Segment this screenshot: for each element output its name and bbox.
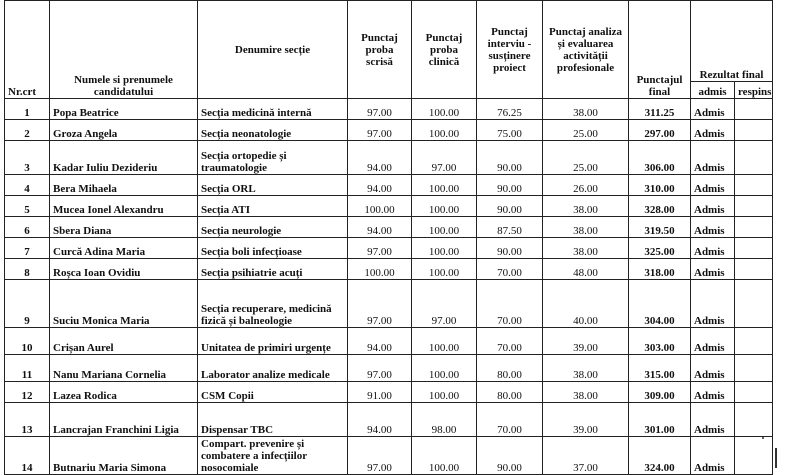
- score-clinical: 100.00: [412, 196, 477, 217]
- header-rezultat: Rezultat final: [691, 1, 773, 82]
- score-interview: 80.00: [477, 355, 543, 382]
- candidate-name: Crișan Aurel: [50, 328, 198, 355]
- score-interview: 90.00: [477, 238, 543, 259]
- score-clinical: 100.00: [412, 382, 477, 403]
- score-clinical: 100.00: [412, 328, 477, 355]
- score-interview: 70.00: [477, 328, 543, 355]
- department: Laborator analize medicale: [198, 355, 348, 382]
- score-final: 306.00: [629, 141, 691, 175]
- score-interview: 76.25: [477, 99, 543, 120]
- score-interview: 80.00: [477, 382, 543, 403]
- department: Secția boli infecțioase: [198, 238, 348, 259]
- result-admis: Admis: [691, 259, 735, 280]
- score-final: 310.00: [629, 175, 691, 196]
- result-admis: Admis: [691, 141, 735, 175]
- score-activity: 48.00: [543, 259, 629, 280]
- score-written: 100.00: [348, 196, 412, 217]
- score-final: 303.00: [629, 328, 691, 355]
- table-row: [5, 437, 773, 475]
- row-number: 3: [5, 141, 50, 175]
- score-activity: 39.00: [543, 328, 629, 355]
- score-final: 311.25: [629, 99, 691, 120]
- result-respins: [735, 403, 773, 437]
- score-clinical: 97.00: [412, 280, 477, 328]
- score-final: 315.00: [629, 355, 691, 382]
- row-number: 6: [5, 217, 50, 238]
- score-activity: 38.00: [543, 382, 629, 403]
- header-interviu: Punctaj interviu - susținere proiect: [477, 1, 543, 99]
- row-number: 7: [5, 238, 50, 259]
- score-activity: 38.00: [543, 238, 629, 259]
- result-admis: Admis: [691, 280, 735, 328]
- result-respins: [735, 120, 773, 141]
- result-respins: [735, 328, 773, 355]
- header-clinica: Punctaj proba clinică: [412, 1, 477, 99]
- row-number: 1: [5, 99, 50, 120]
- score-clinical: 100.00: [412, 217, 477, 238]
- department: Unitatea de primiri urgențe: [198, 328, 348, 355]
- result-respins: [735, 355, 773, 382]
- score-final: 297.00: [629, 120, 691, 141]
- result-respins: [735, 175, 773, 196]
- scan-dot: [762, 437, 764, 439]
- department: Secția medicină internă: [198, 99, 348, 120]
- department: Secția neonatologie: [198, 120, 348, 141]
- table-row: [5, 238, 773, 259]
- table-row: [5, 175, 773, 196]
- row-number: 8: [5, 259, 50, 280]
- score-interview: 75.00: [477, 120, 543, 141]
- score-interview: 70.00: [477, 280, 543, 328]
- result-respins: [735, 437, 773, 475]
- candidate-name: Bera Mihaela: [50, 175, 198, 196]
- result-admis: Admis: [691, 196, 735, 217]
- header-admis: admis: [691, 82, 735, 99]
- table-row: [5, 328, 773, 355]
- table-row: [5, 355, 773, 382]
- score-interview: 87.50: [477, 217, 543, 238]
- candidate-name: Lancrajan Franchini Ligia: [50, 403, 198, 437]
- result-admis: Admis: [691, 355, 735, 382]
- score-final: 304.00: [629, 280, 691, 328]
- score-written: 94.00: [348, 217, 412, 238]
- score-interview: 70.00: [477, 403, 543, 437]
- header-final: Punctajul final: [629, 1, 691, 99]
- header-analiza: Punctaj analiza și evaluarea activității profesionale: [543, 1, 629, 99]
- result-respins: [735, 99, 773, 120]
- result-respins: [735, 382, 773, 403]
- score-written: 97.00: [348, 238, 412, 259]
- score-written: 100.00: [348, 259, 412, 280]
- score-written: 94.00: [348, 175, 412, 196]
- score-clinical: 100.00: [412, 99, 477, 120]
- row-number: 12: [5, 382, 50, 403]
- row-number: 9: [5, 280, 50, 328]
- row-number: 11: [5, 355, 50, 382]
- score-activity: 37.00: [543, 437, 629, 475]
- score-written: 97.00: [348, 280, 412, 328]
- department: Secția ortopedie și traumatologie: [198, 141, 348, 175]
- header-name: Numele si prenumele candidatului: [50, 1, 198, 99]
- score-activity: 38.00: [543, 99, 629, 120]
- table-row: [5, 196, 773, 217]
- score-written: 97.00: [348, 355, 412, 382]
- row-number: 13: [5, 403, 50, 437]
- score-activity: 40.00: [543, 280, 629, 328]
- score-clinical: 100.00: [412, 238, 477, 259]
- candidate-name: Lazea Rodica: [50, 382, 198, 403]
- department: Secția ATI: [198, 196, 348, 217]
- score-written: 97.00: [348, 437, 412, 475]
- result-admis: Admis: [691, 217, 735, 238]
- table-row: [5, 280, 773, 328]
- score-final: 309.00: [629, 382, 691, 403]
- department: Dispensar TBC: [198, 403, 348, 437]
- result-admis: Admis: [691, 238, 735, 259]
- score-interview: 90.00: [477, 437, 543, 475]
- result-admis: Admis: [691, 175, 735, 196]
- score-activity: 38.00: [543, 355, 629, 382]
- candidate-name: Roșca Ioan Ovidiu: [50, 259, 198, 280]
- score-clinical: 100.00: [412, 259, 477, 280]
- result-respins: [735, 217, 773, 238]
- header-nr: Nr.crt: [5, 1, 50, 99]
- result-respins: [735, 259, 773, 280]
- department: Secția ORL: [198, 175, 348, 196]
- score-written: 94.00: [348, 328, 412, 355]
- result-admis: Admis: [691, 403, 735, 437]
- score-written: 97.00: [348, 99, 412, 120]
- candidate-name: Groza Angela: [50, 120, 198, 141]
- candidate-name: Popa Beatrice: [50, 99, 198, 120]
- department: Secția psihiatrie acuți: [198, 259, 348, 280]
- header-scris: Punctaj proba scrisă: [348, 1, 412, 99]
- row-number: 2: [5, 120, 50, 141]
- department: Secția neurologie: [198, 217, 348, 238]
- candidate-name: Nanu Mariana Cornelia: [50, 355, 198, 382]
- score-activity: 39.00: [543, 403, 629, 437]
- score-activity: 38.00: [543, 217, 629, 238]
- header-dept: Denumire secție: [198, 1, 348, 99]
- score-final: 318.00: [629, 259, 691, 280]
- row-number: 5: [5, 196, 50, 217]
- score-activity: 38.00: [543, 196, 629, 217]
- candidate-name: Kadar Iuliu Dezideriu: [50, 141, 198, 175]
- candidate-name: Suciu Monica Maria: [50, 280, 198, 328]
- score-interview: 90.00: [477, 141, 543, 175]
- candidate-name: Curcă Adina Maria: [50, 238, 198, 259]
- score-final: 301.00: [629, 403, 691, 437]
- score-clinical: 100.00: [412, 120, 477, 141]
- candidate-name: Mucea Ionel Alexandru: [50, 196, 198, 217]
- header-respins: respins: [735, 82, 773, 99]
- result-respins: [735, 238, 773, 259]
- score-activity: 25.00: [543, 141, 629, 175]
- result-respins: [735, 280, 773, 328]
- score-clinical: 98.00: [412, 403, 477, 437]
- score-interview: 90.00: [477, 175, 543, 196]
- result-respins: [735, 196, 773, 217]
- score-final: 325.00: [629, 238, 691, 259]
- table-row: [5, 259, 773, 280]
- department: Secția recuperare, medicină fizică și balneologie: [198, 280, 348, 328]
- result-admis: Admis: [691, 328, 735, 355]
- score-interview: 90.00: [477, 196, 543, 217]
- score-clinical: 100.00: [412, 175, 477, 196]
- score-clinical: 97.00: [412, 141, 477, 175]
- score-written: 94.00: [348, 403, 412, 437]
- score-activity: 25.00: [543, 120, 629, 141]
- score-written: 94.00: [348, 141, 412, 175]
- table-row: [5, 99, 773, 120]
- department: Compart. prevenire și combatere a infecțiilor nosocomiale: [198, 437, 348, 475]
- score-final: 319.50: [629, 217, 691, 238]
- candidate-name: Butnariu Maria Simona: [50, 437, 198, 475]
- result-admis: Admis: [691, 437, 735, 475]
- result-admis: Admis: [691, 382, 735, 403]
- table-row: [5, 403, 773, 437]
- result-admis: Admis: [691, 120, 735, 141]
- row-number: 10: [5, 328, 50, 355]
- scan-edge-mark: [775, 448, 777, 468]
- score-clinical: 100.00: [412, 355, 477, 382]
- row-number: 4: [5, 175, 50, 196]
- score-activity: 26.00: [543, 175, 629, 196]
- score-interview: 70.00: [477, 259, 543, 280]
- results-table: [4, 0, 773, 475]
- score-clinical: 100.00: [412, 437, 477, 475]
- table-row: [5, 382, 773, 403]
- result-respins: [735, 141, 773, 175]
- score-written: 91.00: [348, 382, 412, 403]
- score-written: 97.00: [348, 120, 412, 141]
- result-admis: Admis: [691, 99, 735, 120]
- table-row: [5, 217, 773, 238]
- department: CSM Copii: [198, 382, 348, 403]
- table-row: [5, 141, 773, 175]
- score-final: 324.00: [629, 437, 691, 475]
- row-number: 14: [5, 437, 50, 475]
- score-final: 328.00: [629, 196, 691, 217]
- table-row: [5, 120, 773, 141]
- candidate-name: Sbera Diana: [50, 217, 198, 238]
